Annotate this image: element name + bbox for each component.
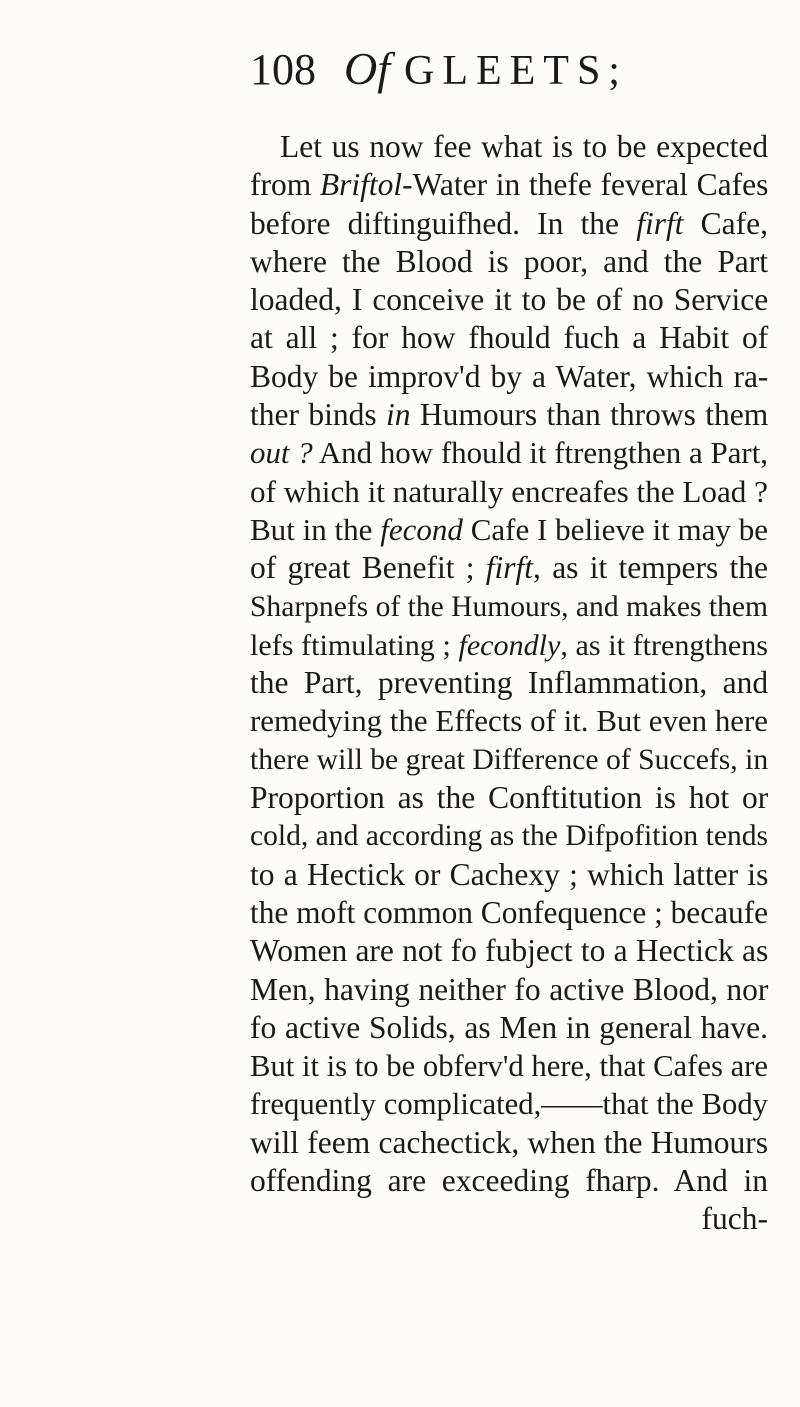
text-run: of which it naturally encreafes the Load ? <box>250 473 768 509</box>
italic-text: fecond <box>380 511 463 547</box>
text-line <box>250 473 768 511</box>
text-run: Men, having neither fo active Blood, nor <box>250 971 769 1007</box>
text-run: the moft common Confequence ; becaufe <box>250 894 769 930</box>
text-run: fo active Solids, as Men in general have. <box>250 1009 768 1045</box>
text-line <box>250 741 768 779</box>
text-run: before diftinguifhed. In the <box>250 205 637 241</box>
italic-text: out ? <box>250 435 313 471</box>
text-run: Proportion as the Conftitution is hot or <box>250 780 769 816</box>
body-text <box>250 128 768 1239</box>
text-run: But in the <box>250 511 381 547</box>
italic-text: Briftol <box>319 167 403 203</box>
text-line <box>250 664 768 702</box>
page-number: 108 <box>250 45 316 94</box>
page-header <box>250 42 628 102</box>
text-run: Cafe, <box>683 205 768 241</box>
running-title: GLEETS; <box>404 48 628 94</box>
text-line <box>250 856 768 894</box>
running-title-italic: Of <box>344 43 390 94</box>
text-run: And how fhould it ftrengthen a Part, <box>312 435 768 471</box>
text-run: the Part, preventing Inflammation, and <box>250 665 769 701</box>
text-run: from <box>250 167 320 203</box>
text-run: to a Hectick or Cachexy ; which latter is <box>250 856 769 892</box>
text-line <box>250 128 768 166</box>
text-run: Let us now fee what is to be expected <box>280 129 769 164</box>
text-line <box>250 1085 768 1123</box>
italic-text: firft <box>485 550 534 586</box>
text-line <box>250 932 768 970</box>
text-line <box>250 319 768 357</box>
text-line <box>250 434 768 472</box>
text-run: , as it ftrengthens <box>560 627 768 662</box>
italic-text: fecondly <box>458 627 561 662</box>
text-run: Body be improv'd by a Water, which ra- <box>250 358 769 394</box>
text-line <box>250 243 768 281</box>
text-run: But it is to be obferv'd here, that Cafes are <box>250 1049 768 1084</box>
text-run: will feem cachectick, when the Humours <box>250 1124 769 1160</box>
text-run: frequently complicated,——that the Body <box>250 1087 768 1122</box>
text-line <box>250 1047 768 1085</box>
text-line <box>250 1200 768 1238</box>
text-line <box>250 894 768 932</box>
text-line <box>250 396 768 434</box>
text-run: -Water in thefe feveral Cafes <box>402 167 769 203</box>
text-run: ther binds <box>250 397 386 433</box>
text-run: Sharpnefs of the Humours, and makes them <box>250 590 768 623</box>
text-run: Humours than throws them <box>410 397 769 433</box>
text-run: remedying the Effects of it. But even here <box>250 703 768 739</box>
text-line <box>250 779 768 817</box>
text-line <box>250 281 768 319</box>
text-line <box>250 817 768 855</box>
text-line <box>250 511 768 549</box>
text-run: at all ; for how fhould fuch a Habit of <box>250 320 769 356</box>
text-line <box>250 626 768 664</box>
text-run: of great Benefit ; <box>250 550 486 586</box>
italic-text: in <box>385 397 411 433</box>
text-line <box>250 1009 768 1047</box>
text-run: where the Blood is poor, and the Part <box>250 243 768 279</box>
text-line <box>250 971 768 1009</box>
text-line <box>250 1162 768 1200</box>
text-line <box>250 1124 768 1162</box>
text-line <box>250 702 768 740</box>
text-run: fuch- <box>701 1201 768 1237</box>
text-line <box>250 166 768 204</box>
italic-text: firft <box>636 205 684 241</box>
text-line <box>250 588 768 626</box>
text-run: , as it tempers the <box>533 550 768 586</box>
text-run: offending are exceeding fharp. And in <box>250 1163 768 1199</box>
text-line <box>250 205 768 243</box>
text-line <box>250 358 768 396</box>
text-run: there will be great Difference of Succefs, in <box>250 743 769 776</box>
text-run: loaded, I conceive it to be of no Service <box>250 282 769 318</box>
text-run: Cafe I believe it may be <box>462 511 769 547</box>
text-run: lefs ftimulating ; <box>250 627 459 662</box>
text-run: Women are not fo fubject to a Hectick as <box>250 933 769 969</box>
text-run: cold, and according as the Difpofition tends <box>250 820 768 853</box>
text-line <box>250 549 768 587</box>
